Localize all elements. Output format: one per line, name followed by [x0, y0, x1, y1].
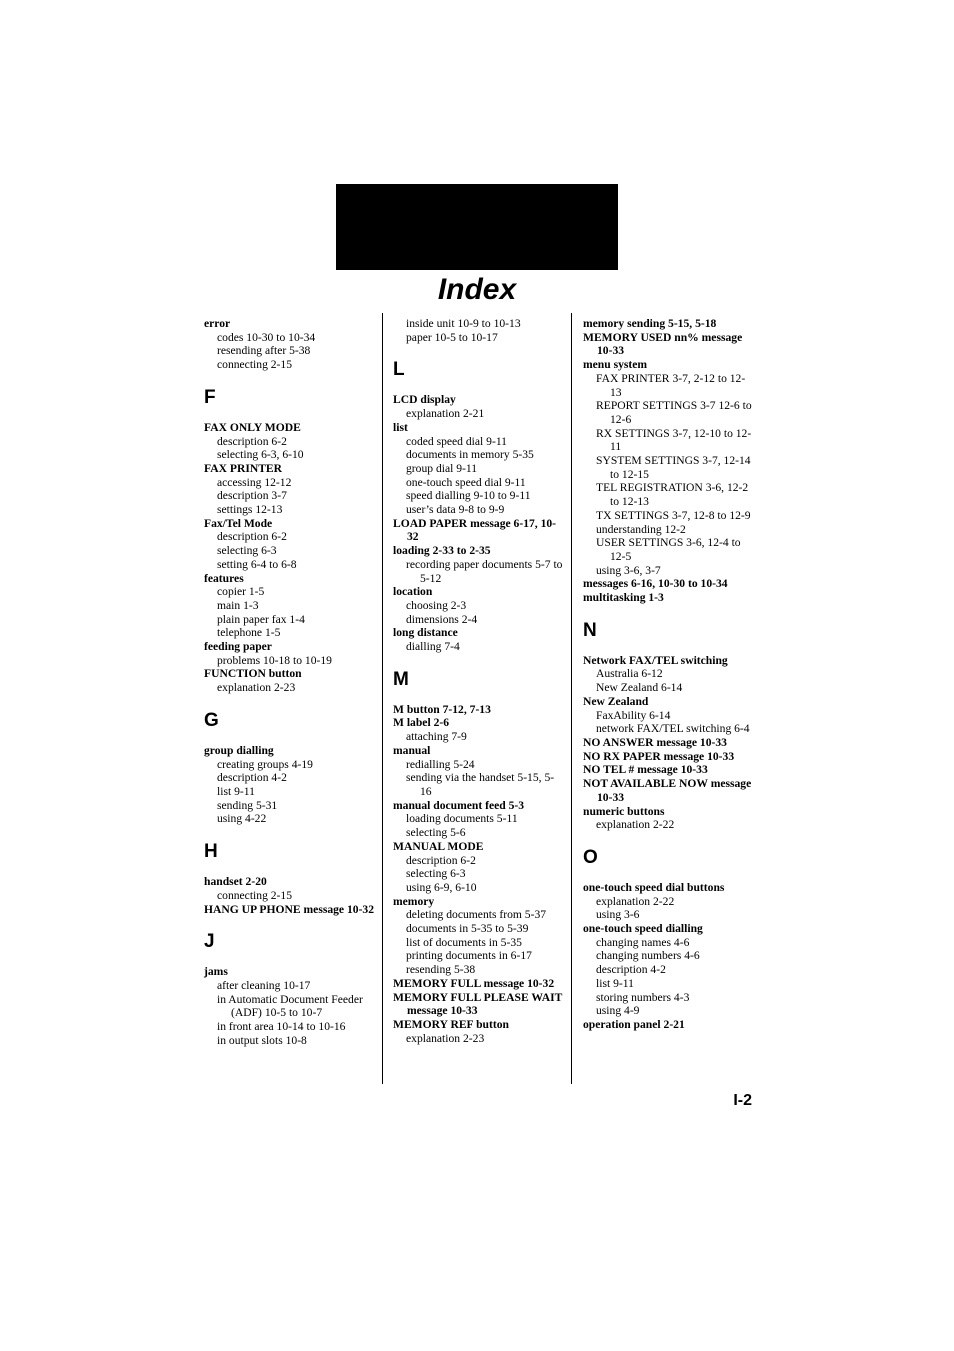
- index-heading: LOAD PAPER message 6-17, 10-32: [393, 516, 557, 544]
- section-letter: G: [204, 709, 219, 731]
- index-heading: MEMORY FULL message 10-32: [393, 976, 555, 990]
- header-banner: [336, 184, 618, 270]
- index-subentry: redialling 5-24: [406, 757, 475, 771]
- index-column-3: [583, 317, 755, 1032]
- section-letter: F: [204, 386, 216, 408]
- index-subentry: after cleaning 10-17: [217, 978, 311, 992]
- column-divider: [571, 313, 572, 1084]
- section-letter: N: [583, 619, 597, 641]
- index-subentry: understanding 12-2: [596, 522, 686, 536]
- index-subentry: changing numbers 4-6: [596, 949, 700, 963]
- index-heading: error: [204, 317, 231, 330]
- index-subentry: selecting 5-6: [406, 826, 466, 840]
- index-subentry: REPORT SETTINGS 3-7 12-6 to 12-6: [596, 399, 752, 426]
- index-subentry: description 3-7: [217, 489, 287, 503]
- index-heading: feeding paper: [204, 640, 272, 654]
- index-heading: LCD display: [393, 393, 456, 407]
- index-subentry: USER SETTINGS 3-6, 12-4 to 12-5: [596, 536, 741, 563]
- index-subentry: setting 6-4 to 6-8: [217, 557, 297, 571]
- index-heading: loading 2-33 to 2-35: [393, 544, 491, 558]
- index-subentry: user’s data 9-8 to 9-9: [406, 503, 505, 517]
- index-subentry: selecting 6-3: [217, 544, 277, 558]
- index-subentry: main 1-3: [217, 598, 259, 612]
- index-subentry: telephone 1-5: [217, 626, 281, 640]
- index-subentry: group dial 9-11: [406, 461, 478, 475]
- index-subentry: Australia 6-12: [596, 667, 663, 681]
- index-subentry: explanation 2-23: [217, 681, 296, 695]
- index-heading: M label 2-6: [393, 716, 450, 730]
- index-subentry: resending after 5-38: [217, 344, 311, 358]
- column-divider: [382, 313, 383, 1084]
- index-subentry: TX SETTINGS 3-7, 12-8 to 12-9: [596, 508, 751, 522]
- index-heading: NO ANSWER message 10-33: [583, 735, 727, 749]
- index-subentry: storing numbers 4-3: [596, 990, 690, 1004]
- index-heading: Fax/Tel Mode: [204, 516, 273, 530]
- index-subentry: resending 5-38: [406, 963, 476, 977]
- index-heading: multitasking 1-3: [583, 591, 664, 605]
- index-subentry: FaxAbility 6-14: [596, 708, 671, 722]
- index-subentry: SYSTEM SETTINGS 3-7, 12-14 to 12-15: [596, 454, 751, 481]
- index-subentry: description 4-2: [596, 963, 666, 977]
- section-letter: J: [204, 931, 215, 953]
- index-heading: New Zealand: [583, 694, 649, 708]
- index-column-1: [204, 317, 376, 1047]
- index-heading: long distance: [393, 626, 458, 640]
- index-subentry: list 9-11: [596, 976, 634, 990]
- index-subentry: New Zealand 6-14: [596, 681, 683, 695]
- index-subentry: FAX PRINTER 3-7, 2-12 to 12-13: [596, 371, 746, 399]
- index-subentry: selecting 6-3: [406, 867, 466, 881]
- index-subentry: codes 10-30 to 10-34: [217, 330, 316, 344]
- index-subentry: dialling 7-4: [406, 640, 460, 654]
- index-heading: FAX PRINTER: [204, 461, 283, 475]
- index-subentry: attaching 7-9: [406, 730, 467, 744]
- index-subentry: list 9-11: [217, 784, 255, 798]
- index-subentry: explanation 2-23: [406, 1031, 485, 1045]
- section-letter: M: [393, 668, 409, 690]
- index-subentry: changing names 4-6: [596, 935, 690, 949]
- index-subentry: documents in 5-35 to 5-39: [406, 922, 529, 936]
- index-subentry: deleting documents from 5-37: [406, 908, 547, 922]
- index-heading: manual document feed 5-3: [393, 798, 525, 812]
- index-subentry: explanation 2-21: [406, 407, 485, 421]
- index-heading: location: [393, 585, 433, 599]
- index-subentry: copier 1-5: [217, 585, 265, 599]
- index-heading: MEMORY FULL PLEASE WAIT message 10-33: [393, 990, 563, 1018]
- index-heading: one-touch speed dial buttons: [583, 880, 725, 894]
- index-heading: features: [204, 571, 244, 585]
- index-subentry: description 6-2: [217, 434, 287, 448]
- index-subentry: plain paper fax 1-4: [217, 612, 305, 626]
- index-subentry: in output slots 10-8: [217, 1033, 307, 1047]
- section-letter: O: [583, 846, 598, 868]
- index-subentry: using 4-9: [596, 1004, 640, 1018]
- index-subentry: speed dialling 9-10 to 9-11: [406, 489, 531, 503]
- index-heading: MANUAL MODE: [393, 839, 484, 853]
- index-heading: jams: [204, 965, 228, 979]
- index-subentry: sending 5-31: [217, 798, 278, 812]
- index-subentry: loading documents 5-11: [406, 812, 518, 826]
- index-subentry: using 3-6: [596, 908, 640, 922]
- index-heading: messages 6-16, 10-30 to 10-34: [583, 577, 728, 591]
- index-heading: manual: [393, 743, 431, 757]
- index-heading: NO RX PAPER message 10-33: [583, 749, 735, 763]
- index-heading: HANG UP PHONE message 10-32: [204, 902, 375, 916]
- index-subentry: problems 10-18 to 10-19: [217, 653, 332, 667]
- index-subentry: settings 12-13: [217, 503, 283, 517]
- index-subentry: creating groups 4-19: [217, 757, 313, 771]
- index-heading: NO TEL # message 10-33: [583, 763, 708, 777]
- index-subentry: using 3-6, 3-7: [596, 563, 661, 577]
- index-subentry: description 4-2: [217, 771, 287, 785]
- index-subentry: explanation 2-22: [596, 818, 675, 832]
- index-subentry: RX SETTINGS 3-7, 12-10 to 12-11: [596, 426, 752, 454]
- index-subentry: description 6-2: [217, 530, 287, 544]
- index-subentry: using 6-9, 6-10: [406, 880, 477, 894]
- index-heading: list: [393, 420, 408, 434]
- index-heading: handset 2-20: [204, 875, 267, 889]
- index-subentry: connecting 2-15: [217, 358, 293, 372]
- index-subentry: documents in memory 5-35: [406, 448, 534, 462]
- page-number: I-2: [733, 1092, 752, 1109]
- index-subentry: using 4-22: [217, 812, 267, 826]
- index-heading: FUNCTION button: [204, 667, 302, 681]
- index-subentry: list of documents in 5-35: [406, 935, 522, 949]
- index-subentry: explanation 2-22: [596, 894, 675, 908]
- index-subentry: in front area 10-14 to 10-16: [217, 1020, 346, 1034]
- index-subentry: sending via the handset 5-15, 5-16: [406, 771, 555, 798]
- section-letter: L: [393, 359, 405, 381]
- index-subentry: dimensions 2-4: [406, 612, 478, 626]
- section-letter: H: [204, 841, 218, 863]
- index-heading: NOT AVAILABLE NOW message 10-33: [583, 777, 752, 804]
- index-heading: menu system: [583, 358, 648, 372]
- index-subentry: paper 10-5 to 10-17: [406, 330, 498, 344]
- index-subentry: in Automatic Document Feeder (ADF) 10-5 to 10-7: [217, 992, 363, 1020]
- index-subentry: connecting 2-15: [217, 888, 293, 902]
- index-subentry: recording paper documents 5-7 to 5-12: [406, 557, 563, 585]
- index-subentry: accessing 12-12: [217, 475, 292, 489]
- index-heading: memory: [393, 894, 435, 908]
- index-heading: group dialling: [204, 743, 274, 757]
- index-heading: FAX ONLY MODE: [204, 420, 301, 434]
- index-subentry: inside unit 10-9 to 10-13: [406, 317, 521, 330]
- index-subentry: selecting 6-3, 6-10: [217, 448, 304, 462]
- index-subentry: TEL REGISTRATION 3-6, 12-2 to 12-13: [596, 481, 749, 509]
- index-subentry: coded speed dial 9-11: [406, 434, 507, 448]
- index-subentry: one-touch speed dial 9-11: [406, 475, 526, 489]
- index-heading: M button 7-12, 7-13: [393, 702, 491, 716]
- index-heading: memory sending 5-15, 5-18: [583, 317, 717, 330]
- index-column-2: [393, 317, 565, 1045]
- index-subentry: description 6-2: [406, 853, 476, 867]
- index-subentry: network FAX/TEL switching 6-4: [596, 722, 750, 736]
- index-subentry: printing documents in 6-17: [406, 949, 532, 963]
- index-heading: operation panel 2-21: [583, 1017, 685, 1031]
- index-heading: numeric buttons: [583, 804, 665, 818]
- page-title: Index: [437, 273, 517, 306]
- index-subentry: choosing 2-3: [406, 598, 467, 612]
- index-heading: one-touch speed dialling: [583, 922, 703, 936]
- index-heading: MEMORY REF button: [393, 1017, 509, 1031]
- index-heading: MEMORY USED nn% message 10-33: [583, 330, 743, 358]
- index-heading: Network FAX/TEL switching: [583, 653, 728, 667]
